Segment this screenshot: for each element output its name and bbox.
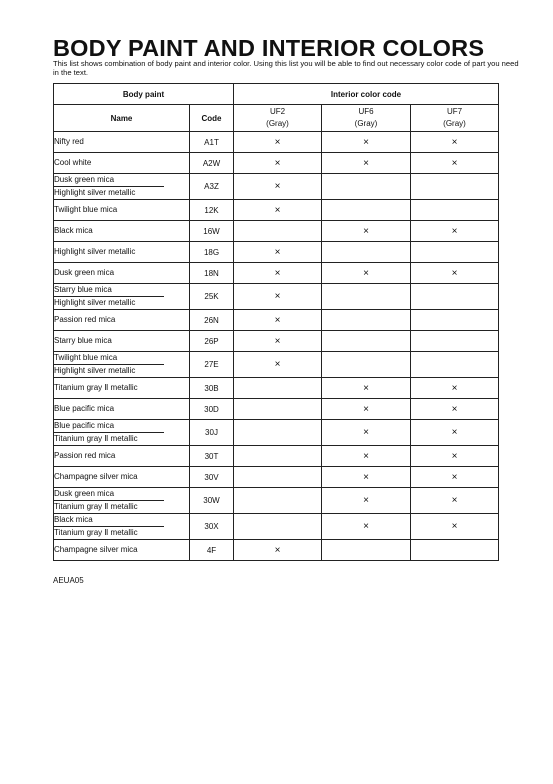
paint-name-cell bbox=[54, 488, 190, 514]
uf6-cell bbox=[322, 310, 411, 331]
paint-code-cell: A3Z bbox=[190, 174, 234, 200]
uf6-cell bbox=[322, 540, 411, 561]
paint-name: Blue pacific mica bbox=[54, 404, 115, 413]
table-row bbox=[54, 540, 499, 561]
paint-name-cell bbox=[54, 132, 190, 153]
uf7-cell bbox=[411, 174, 499, 200]
table-row bbox=[54, 420, 499, 446]
paint-name: Champagne silver mica bbox=[54, 472, 138, 481]
paint-name: Titanium gray Ⅱ metallic bbox=[54, 383, 138, 392]
table-row bbox=[54, 331, 499, 352]
paint-code-cell: 30B bbox=[190, 378, 234, 399]
uf7-cell bbox=[411, 153, 499, 174]
uf7-cell bbox=[411, 242, 499, 263]
uf2-cell bbox=[234, 174, 322, 200]
paint-name-cell bbox=[54, 174, 190, 200]
paint-code-cell: 30X bbox=[190, 514, 234, 540]
uf7-cell bbox=[411, 331, 499, 352]
uf2-code-label: UF2 bbox=[269, 107, 286, 116]
paint-name: Titanium gray Ⅱ metallic bbox=[54, 434, 138, 443]
uf2-cell bbox=[234, 132, 322, 153]
uf2-cell bbox=[234, 284, 322, 310]
uf6-cell bbox=[322, 284, 411, 310]
uf7-cell bbox=[411, 446, 499, 467]
table-row bbox=[54, 242, 499, 263]
paint-name: Dusk green mica bbox=[54, 268, 115, 277]
uf6-cell bbox=[322, 514, 411, 540]
combination-mark: × bbox=[363, 450, 369, 462]
table-body bbox=[54, 132, 499, 561]
paint-name: Passion red mica bbox=[54, 451, 116, 460]
paint-code-cell: 30J bbox=[190, 420, 234, 446]
paint-code-cell: 18G bbox=[190, 242, 234, 263]
uf6-code-label: UF6 bbox=[358, 107, 374, 116]
table-row bbox=[54, 200, 499, 221]
uf7-cell bbox=[411, 399, 499, 420]
paint-name-cell bbox=[54, 514, 190, 540]
paint-name: Highlight silver metallic bbox=[54, 298, 136, 307]
combination-mark: × bbox=[274, 136, 281, 148]
uf7-cell bbox=[411, 540, 499, 561]
paint-name-cell bbox=[54, 540, 190, 561]
paint-code-cell: 4F bbox=[190, 540, 234, 561]
combination-mark: × bbox=[451, 382, 458, 394]
combination-mark: × bbox=[451, 450, 458, 462]
uf7-cell bbox=[411, 467, 499, 488]
uf7-color-label: (Gray) bbox=[443, 119, 466, 128]
table-row bbox=[54, 467, 499, 488]
table-row bbox=[54, 352, 499, 378]
combination-mark: × bbox=[363, 382, 369, 394]
paint-name-cell bbox=[54, 263, 190, 284]
table-row bbox=[54, 378, 499, 399]
combination-mark: × bbox=[363, 267, 369, 279]
uf2-cell bbox=[234, 467, 322, 488]
uf6-cell bbox=[322, 153, 411, 174]
uf6-cell bbox=[322, 399, 411, 420]
table-row bbox=[54, 446, 499, 467]
uf2-color-label: (Gray) bbox=[266, 119, 289, 128]
paint-name-cell bbox=[54, 467, 190, 488]
paint-name-cell bbox=[54, 352, 190, 378]
table-row bbox=[54, 399, 499, 420]
combination-mark: × bbox=[363, 157, 369, 169]
paint-code-cell: 18N bbox=[190, 263, 234, 284]
paint-name-cell bbox=[54, 200, 190, 221]
footnote-code: AEUA05 bbox=[53, 576, 84, 585]
combination-mark: × bbox=[274, 181, 281, 192]
combination-mark: × bbox=[274, 204, 281, 216]
paint-name: Highlight silver metallic bbox=[54, 366, 136, 375]
uf7-cell bbox=[411, 488, 499, 514]
table-row bbox=[54, 263, 499, 284]
interior-color-code-header: Interior color code bbox=[234, 84, 499, 105]
paint-name-cell bbox=[54, 399, 190, 420]
combination-mark: × bbox=[274, 246, 281, 258]
combination-mark: × bbox=[363, 427, 369, 438]
paint-name: Cool white bbox=[54, 158, 92, 167]
combination-mark: × bbox=[274, 544, 281, 556]
combination-mark: × bbox=[274, 314, 281, 326]
paint-code-cell: 30D bbox=[190, 399, 234, 420]
uf2-cell bbox=[234, 331, 322, 352]
uf7-cell bbox=[411, 263, 499, 284]
combination-mark: × bbox=[274, 267, 281, 279]
paint-name: Dusk green mica bbox=[54, 488, 164, 501]
paint-name-cell bbox=[54, 284, 190, 310]
paint-name: Starry blue mica bbox=[54, 284, 164, 297]
uf6-column-header bbox=[322, 105, 411, 132]
uf7-cell bbox=[411, 378, 499, 399]
table-row bbox=[54, 284, 499, 310]
combination-mark: × bbox=[451, 157, 458, 169]
uf6-cell bbox=[322, 263, 411, 284]
paint-name-cell bbox=[54, 153, 190, 174]
uf6-cell bbox=[322, 420, 411, 446]
uf2-cell bbox=[234, 153, 322, 174]
code-column-header: Code bbox=[190, 105, 234, 132]
paint-name: Black mica bbox=[54, 226, 93, 235]
combination-mark: × bbox=[274, 359, 281, 370]
paint-code-cell: A2W bbox=[190, 153, 234, 174]
paint-name: Highlight silver metallic bbox=[54, 247, 136, 256]
combination-mark: × bbox=[451, 267, 458, 279]
paint-code-cell: 30V bbox=[190, 467, 234, 488]
combination-mark: × bbox=[451, 471, 458, 483]
combination-mark: × bbox=[274, 335, 281, 347]
table-row bbox=[54, 310, 499, 331]
table-header-row-2 bbox=[54, 105, 499, 132]
uf2-cell bbox=[234, 310, 322, 331]
table-header-row-1 bbox=[54, 84, 499, 105]
paint-code-cell: 26N bbox=[190, 310, 234, 331]
uf6-cell bbox=[322, 331, 411, 352]
combination-mark: × bbox=[363, 403, 369, 415]
paint-code-cell: 16W bbox=[190, 221, 234, 242]
uf6-cell bbox=[322, 242, 411, 263]
combination-mark: × bbox=[451, 495, 458, 506]
uf7-cell bbox=[411, 284, 499, 310]
uf6-color-label: (Gray) bbox=[354, 119, 378, 128]
uf2-cell bbox=[234, 446, 322, 467]
paint-name: Dusk green mica bbox=[54, 174, 164, 187]
uf6-cell bbox=[322, 378, 411, 399]
paint-code-cell: 25K bbox=[190, 284, 234, 310]
combination-mark: × bbox=[363, 225, 369, 237]
uf6-cell bbox=[322, 488, 411, 514]
uf2-cell bbox=[234, 514, 322, 540]
paint-name: Twilight blue mica bbox=[54, 205, 118, 214]
uf7-cell bbox=[411, 200, 499, 221]
paint-name-cell bbox=[54, 378, 190, 399]
paint-name-cell bbox=[54, 221, 190, 242]
paint-code-cell: 30T bbox=[190, 446, 234, 467]
uf7-code-label: UF7 bbox=[446, 107, 463, 116]
table-row bbox=[54, 514, 499, 540]
uf6-cell bbox=[322, 221, 411, 242]
paint-name: Twilight blue mica bbox=[54, 352, 164, 365]
paint-code-cell: 12K bbox=[190, 200, 234, 221]
uf7-cell bbox=[411, 352, 499, 378]
uf7-column-header bbox=[411, 105, 499, 132]
paint-name-cell bbox=[54, 310, 190, 331]
paint-name: Champagne silver mica bbox=[54, 545, 138, 554]
table-row bbox=[54, 221, 499, 242]
uf2-column-header bbox=[234, 105, 322, 132]
uf6-cell bbox=[322, 132, 411, 153]
uf2-cell bbox=[234, 399, 322, 420]
uf6-cell bbox=[322, 446, 411, 467]
combination-mark: × bbox=[363, 521, 369, 532]
table-row bbox=[54, 488, 499, 514]
uf7-cell bbox=[411, 221, 499, 242]
combination-mark: × bbox=[451, 403, 458, 415]
uf6-cell bbox=[322, 200, 411, 221]
combination-mark: × bbox=[363, 471, 369, 483]
uf6-cell bbox=[322, 352, 411, 378]
table-row bbox=[54, 153, 499, 174]
table-row bbox=[54, 174, 499, 200]
uf2-cell bbox=[234, 378, 322, 399]
uf7-cell bbox=[411, 132, 499, 153]
uf2-cell bbox=[234, 488, 322, 514]
combination-mark: × bbox=[274, 291, 281, 302]
uf2-cell bbox=[234, 540, 322, 561]
paint-code-cell: 30W bbox=[190, 488, 234, 514]
paint-name-cell bbox=[54, 331, 190, 352]
name-column-header: Name bbox=[54, 105, 190, 132]
combination-mark: × bbox=[451, 136, 458, 148]
uf2-cell bbox=[234, 200, 322, 221]
uf6-cell bbox=[322, 174, 411, 200]
paint-name: Titanium gray Ⅱ metallic bbox=[54, 528, 138, 537]
paint-code-cell: 27E bbox=[190, 352, 234, 378]
uf7-cell bbox=[411, 514, 499, 540]
uf7-cell bbox=[411, 310, 499, 331]
table-row bbox=[54, 132, 499, 153]
paint-name: Titanium gray Ⅱ metallic bbox=[54, 502, 138, 511]
paint-name: Black mica bbox=[54, 514, 164, 527]
paint-name-cell bbox=[54, 446, 190, 467]
paint-name-cell bbox=[54, 242, 190, 263]
paint-name: Passion red mica bbox=[54, 315, 116, 324]
uf2-cell bbox=[234, 352, 322, 378]
paint-color-table bbox=[53, 83, 499, 561]
uf7-cell bbox=[411, 420, 499, 446]
paint-name-cell bbox=[54, 420, 190, 446]
paint-name: Blue pacific mica bbox=[54, 420, 164, 433]
intro-text: This list shows combination of body paint and interior color. Using this list you will be able to find out necessary color code of part you need in the text. bbox=[53, 59, 519, 77]
combination-mark: × bbox=[363, 136, 369, 148]
body-paint-header: Body paint bbox=[54, 84, 234, 105]
combination-mark: × bbox=[451, 225, 458, 237]
combination-mark: × bbox=[451, 521, 458, 532]
uf2-cell bbox=[234, 221, 322, 242]
paint-name: Nifty red bbox=[54, 137, 84, 146]
combination-mark: × bbox=[451, 427, 458, 438]
paint-code-cell: 26P bbox=[190, 331, 234, 352]
page-title: BODY PAINT AND INTERIOR COLORS bbox=[53, 35, 485, 61]
paint-name: Highlight silver metallic bbox=[54, 188, 136, 197]
paint-code-cell: A1T bbox=[190, 132, 234, 153]
combination-mark: × bbox=[363, 495, 369, 506]
paint-name: Starry blue mica bbox=[54, 336, 112, 345]
uf2-cell bbox=[234, 420, 322, 446]
uf6-cell bbox=[322, 467, 411, 488]
uf2-cell bbox=[234, 263, 322, 284]
uf2-cell bbox=[234, 242, 322, 263]
combination-mark: × bbox=[274, 157, 281, 169]
